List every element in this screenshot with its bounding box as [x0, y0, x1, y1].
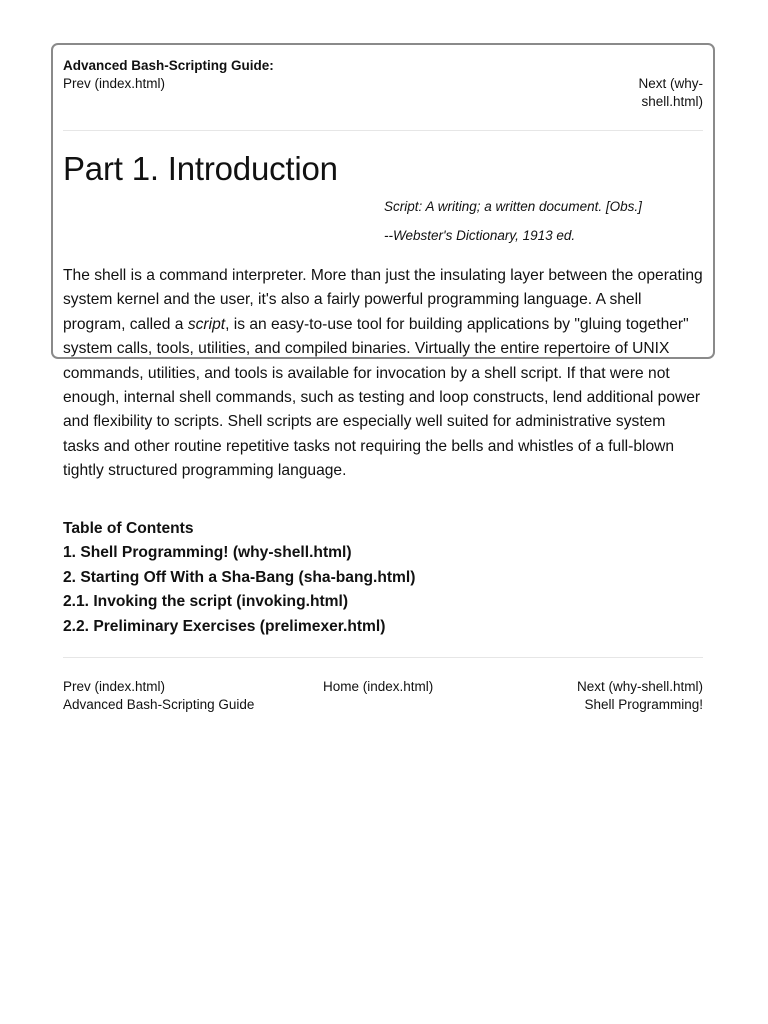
prev-link-top[interactable]: Prev (index.html) — [63, 76, 166, 91]
next-link-top[interactable]: Next (why-shell.html) — [638, 76, 703, 109]
table-of-contents — [63, 517, 703, 639]
toc-item-sha-bang[interactable]: 2. Starting Off With a Sha-Bang (sha-bang.html) — [63, 568, 416, 586]
intro-paragraph — [63, 264, 703, 484]
document-frame — [51, 43, 715, 712]
toc-item-shell-programming[interactable]: 1. Shell Programming! (why-shell.html) — [63, 544, 352, 562]
next-description: Shell Programming! — [584, 697, 703, 712]
intro-text-part1: The shell is a command interpreter. More than just the insulating layer between the operating system kernel and the user, it's also a fairly powerful programming language. A shell program, called a — [63, 267, 703, 333]
intro-text-part2: , is an easy-to-use tool for building applications by "gluing together" system calls, tools, utilities, and compiled binaries. Virtually the entire repertoire of UNIX commands, utilities, and tools is available for invocation by a shell script. If that were not enough, internal shell commands, such as testing and loop constructs, lend additional power and flexibility to scripts. Shell scripts are especially well suited for administrative system tasks and other routine repetitive tasks not requiring the bells and whistles of a full-blown tightly structured programming language. — [63, 315, 701, 480]
toc-item-prelimexer[interactable]: 2.2. Preliminary Exercises (prelimexer.html) — [63, 617, 386, 635]
toc-heading: Table of Contents — [63, 520, 194, 537]
home-link[interactable]: Home (index.html) — [323, 679, 434, 694]
next-link-bottom[interactable]: Next (why-shell.html) — [576, 679, 703, 694]
bottom-divider — [63, 657, 703, 658]
top-navigation — [63, 57, 703, 119]
epigraph-source: --Webster's Dictionary, 1913 ed. — [384, 228, 576, 243]
top-divider — [63, 130, 703, 131]
toc-item-invoking[interactable]: 2.1. Invoking the script (invoking.html) — [63, 593, 349, 611]
prev-description: Advanced Bash-Scripting Guide — [63, 697, 255, 712]
page-title: Part 1. Introduction — [63, 150, 338, 187]
prev-link-bottom[interactable]: Prev (index.html) — [63, 679, 166, 694]
epigraph — [384, 198, 642, 245]
epigraph-quote: Script: A writing; a written document. [Obs.] — [384, 199, 642, 214]
intro-emphasis: script — [187, 315, 226, 333]
document-content — [63, 45, 703, 712]
guide-title: Advanced Bash-Scripting Guide: — [63, 58, 274, 73]
